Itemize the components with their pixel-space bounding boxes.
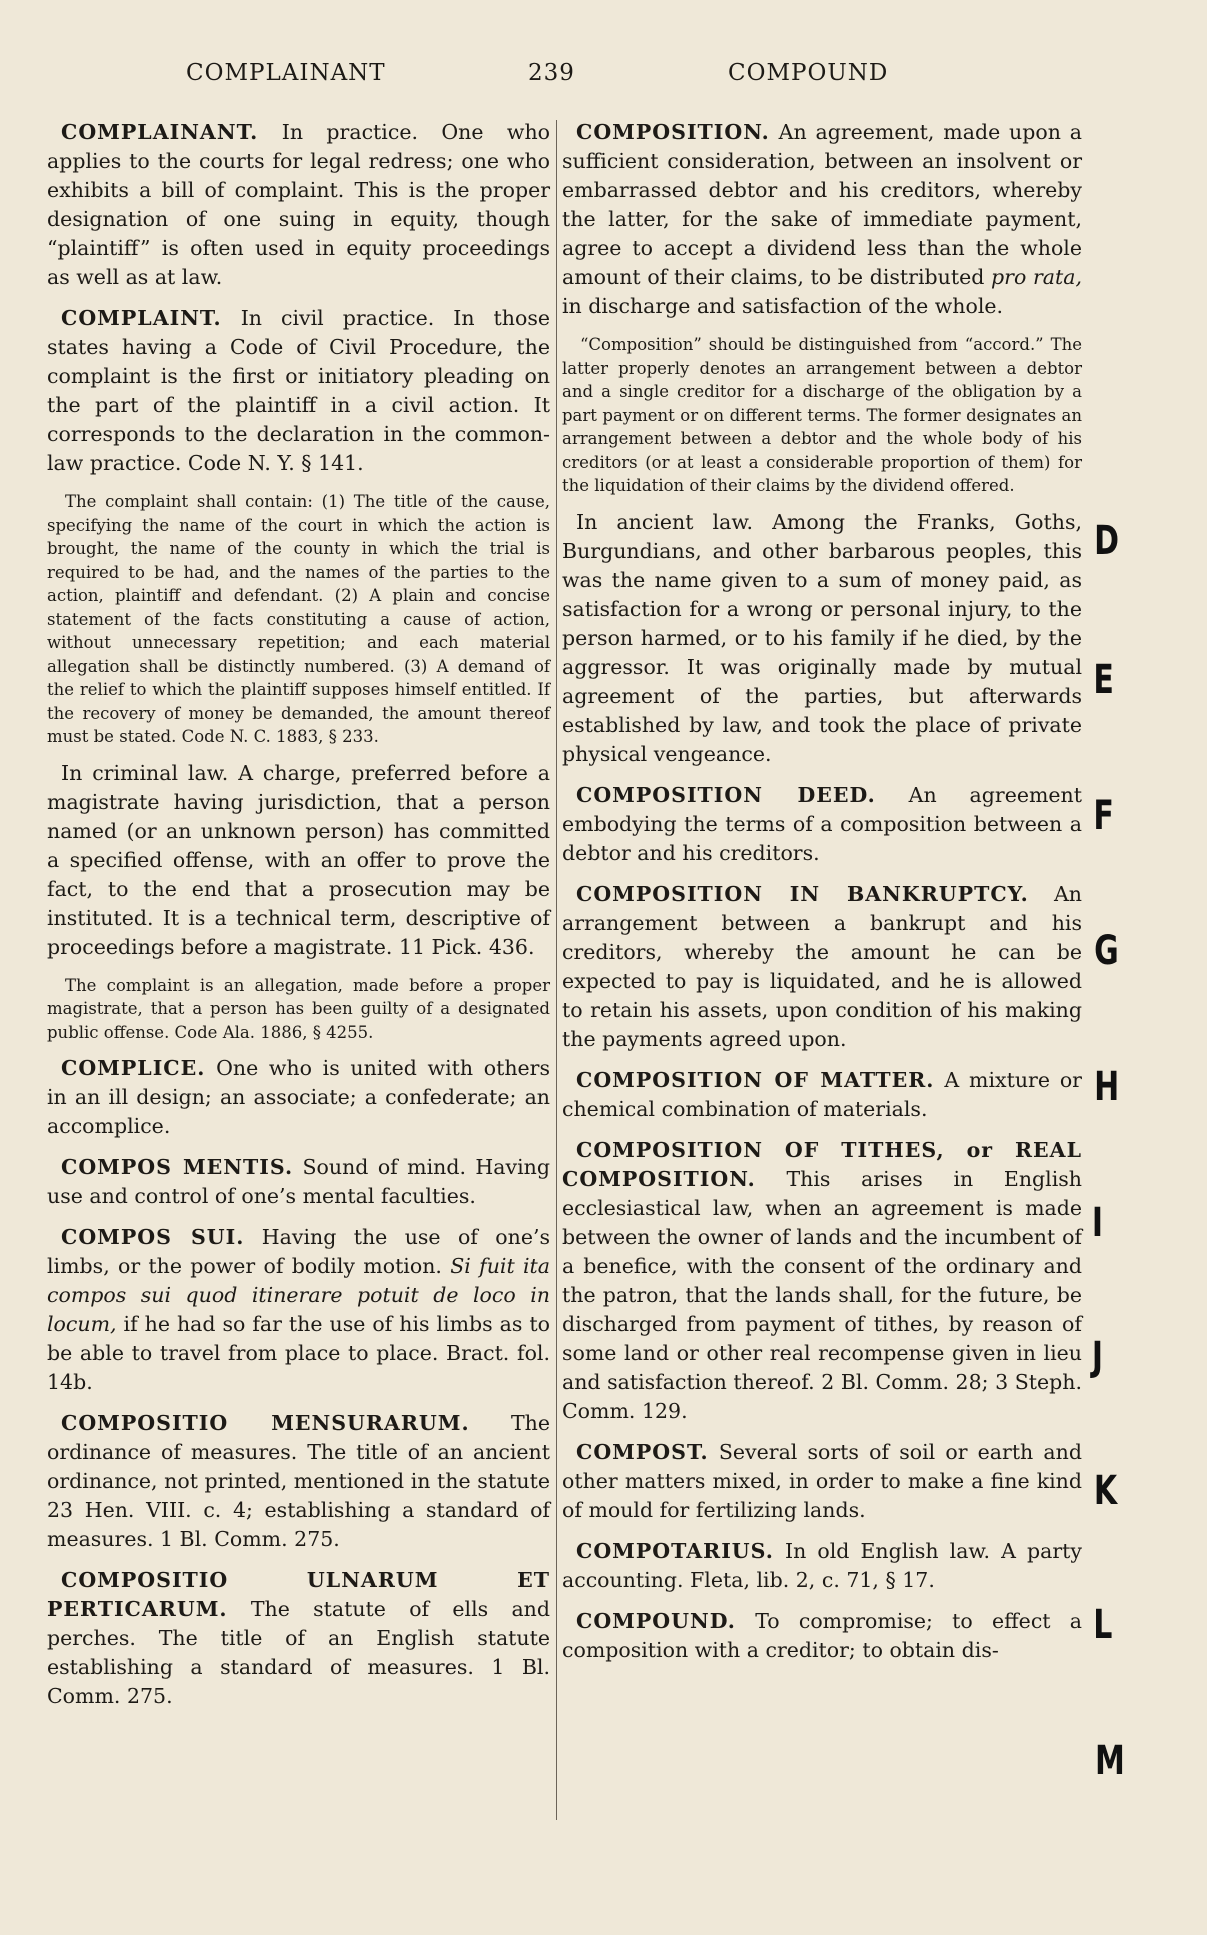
sub-entry-ancient-law <box>562 508 1082 769</box>
headword: COMPOS MENTIS. <box>61 1155 294 1179</box>
latin-phrase: Si fuit ita compos sui quod itinerare potuit de loco in locum, <box>47 1254 550 1336</box>
headword: COMPOSITIO ULNARUM ET PERTICARUM. <box>47 1568 550 1621</box>
entry-complice <box>47 1054 550 1141</box>
headword: COMPOTARIUS. <box>576 1538 774 1563</box>
definition: A mixture or chemical combination of materials. <box>562 1067 1082 1121</box>
definition: To compromise; to effect a composition with a creditor; to obtain dis- <box>562 1608 1082 1662</box>
entry-compos-sui <box>47 1223 550 1397</box>
definition: Having the use of one’s limbs, or the power of bodily motion. <box>47 1225 550 1278</box>
entry-compositio-mensurarum <box>47 1409 550 1554</box>
page-number: 239 <box>528 60 575 86</box>
thumb-index-letter: K <box>1093 1468 1118 1514</box>
thumb-index-letter: D <box>1094 518 1120 564</box>
thumb-index-letter: G <box>1094 928 1119 974</box>
entry-composition <box>562 118 1082 321</box>
definition: An agreement, made upon a sufficient consideration, between an insolvent or embarrassed debtor and his creditors, whereby the latter, for the sake of immediate payment, agree to accept a dividend less than the whole amount of their claims, to be distributed <box>562 120 1082 289</box>
latin-phrase: pro rata, <box>991 265 1082 289</box>
entry-composition-of-matter <box>562 1066 1082 1124</box>
definition: An agreement embodying the terms of a composition between a debtor and his creditors. <box>562 782 1082 865</box>
header-left-guide-word: COMPLAINANT <box>186 60 386 86</box>
definition: In practice. One who applies to the courts for legal redress; one who exhibits a bill of complaint. This is the proper designation of one suing in equity, though “plaintiff” is often used in equity proceedings as well as at law. <box>47 120 550 289</box>
definition: Sound of mind. Having use and control of one’s mental faculties. <box>47 1155 550 1208</box>
headword: COMPLICE. <box>61 1056 206 1080</box>
definition: This arises in English ecclesiastical law, when an agreement is made between the owner of lands and the incumbent of a benefice, with the consent of the ordinary and the patron, that the lands shall, for the future, be discharged from payment of tithes, by reason of some land or other real recompense given in lieu and satisfaction thereof. 2 Bl. Comm. 28; 3 Steph. Comm. 129. <box>562 1166 1082 1423</box>
entry-composition-deed <box>562 781 1082 868</box>
headword: COMPOSITIO MENSURARUM. <box>61 1411 470 1435</box>
entry-composition-in-bankruptcy <box>562 880 1082 1054</box>
thumb-index-letter: I <box>1091 1200 1104 1246</box>
definition: Several sorts of soil or earth and other matters mixed, in order to make a fine kind of mould for fertilizing lands. <box>562 1439 1082 1522</box>
thumb-index-letter: F <box>1093 793 1114 839</box>
headword: COMPOSITION OF MATTER. <box>576 1067 935 1092</box>
thumb-index-letter: L <box>1093 1602 1113 1648</box>
headword: COMPLAINANT. <box>61 120 259 144</box>
definition: One who is united with others in an ill design; an associate; a confederate; an accomplice. <box>47 1056 550 1138</box>
headword: COMPOSITION OF TITHES, or REAL COMPOSITION. <box>562 1137 1082 1191</box>
entry-compost <box>562 1438 1082 1525</box>
note-complaint-contents: The complaint shall contain: (1) The title of the cause, specifying the name of the court in which the action is brought, the name of the county in which the trial is required to be had, and the names of the parties to the action, plaintiff and defendant. (2) A plain and concise statement of the facts constituting a cause of action, without unnecessary repetition; and each material allegation shall be distinctly numbered. (3) A demand of the relief to which the plaintiff supposes himself entitled. If the recovery of money be demanded, the amount thereof must be stated. Code N. C. 1883, § 233. <box>47 492 550 746</box>
note-complaint-allegation: The complaint is an allegation, made before a proper magistrate, that a person has been guilty of a designated public offense. Code Ala. 1886, § 4255. <box>47 975 550 1042</box>
definition-continued: in discharge and satisfaction of the whole. <box>562 294 1004 318</box>
headword: COMPOST. <box>576 1439 709 1464</box>
headword: COMPOSITION DEED. <box>576 782 876 807</box>
entry-compositio-ulnarum <box>47 1566 550 1711</box>
entry-compos-mentis <box>47 1153 550 1211</box>
definition: The statute of ells and perches. The title of an English statute establishing a standard of measures. 1 Bl. Comm. 275. <box>47 1597 550 1708</box>
entry-composition-of-tithes <box>562 1136 1082 1426</box>
header-right-guide-word: COMPOUND <box>728 60 889 86</box>
definition: The ordinance of measures. The title of an ancient ordinance, not printed, mentioned in the statute 23 Hen. VIII. c. 4; establishing a standard of measures. 1 Bl. Comm. 275. <box>47 1411 550 1551</box>
note-composition-accord: “Composition” should be distinguished from “accord.” The latter properly denotes an arrangement between a debtor and a single creditor for a discharge of the obligation by a part payment or on different terms. The former designates an arrangement between a debtor and the whole body of his creditors (or at least a considerable proportion of them) for the liquidation of their claims by the dividend offered. <box>562 335 1082 495</box>
definition: In ancient law. Among the Franks, Goths, Burgundians, and other barbarous peoples, this was the name given to a sum of money paid, as satisfaction for a wrong or personal injury, to the person harmed, or to his family if he died, by the aggressor. It was originally made by mutual agreement of the parties, but afterwards established by law, and took the place of private physical vengeance. <box>562 509 1082 766</box>
headword: COMPOSITION. <box>576 120 770 144</box>
sub-entry-criminal-law <box>47 759 550 962</box>
thumb-index-letter: J <box>1091 1334 1104 1380</box>
entry-compound <box>562 1607 1082 1665</box>
headword: COMPLAINT. <box>61 306 222 330</box>
right-column <box>562 118 1082 1677</box>
definition: An arrangement between a bankrupt and his creditors, whereby the amount he can be expected to pay is liquidated, and he is allowed to retain his assets, upon condition of his making the payments agreed upon. <box>562 881 1082 1051</box>
headword: COMPOS SUI. <box>61 1225 245 1249</box>
definition-continued: if he had so far the use of his limbs as to be able to travel from place to place. Bract. fol. 14b. <box>47 1312 550 1394</box>
definition: In old English law. A party accounting. Fleta, lib. 2, c. 71, § 17. <box>562 1538 1082 1592</box>
column-divider <box>556 120 557 1820</box>
left-column <box>47 118 550 1723</box>
thumb-index-letter: H <box>1094 1064 1120 1110</box>
thumb-index-letter: M <box>1094 1738 1125 1784</box>
entry-complainant <box>47 118 550 292</box>
entry-complaint <box>47 304 550 478</box>
headword: COMPOUND. <box>576 1608 736 1633</box>
headword: COMPOSITION IN BANKRUPTCY. <box>576 881 1029 906</box>
thumb-index-letter: E <box>1093 657 1114 703</box>
definition: In criminal law. A charge, preferred before a magistrate having jurisdiction, that a person named (or an unknown person) has committed a specified offense, with an offer to prove the fact, to the end that a prosecution may be instituted. It is a technical term, descriptive of proceedings before a magistrate. 11 Pick. 436. <box>47 760 550 959</box>
running-header <box>0 60 1207 100</box>
definition: In civil practice. In those states having a Code of Civil Procedure, the complaint is the first or initiatory pleading on the part of the plaintiff in a civil action. It corresponds to the declaration in the common-law practice. Code N. Y. § 141. <box>47 306 550 475</box>
entry-compotarius <box>562 1537 1082 1595</box>
